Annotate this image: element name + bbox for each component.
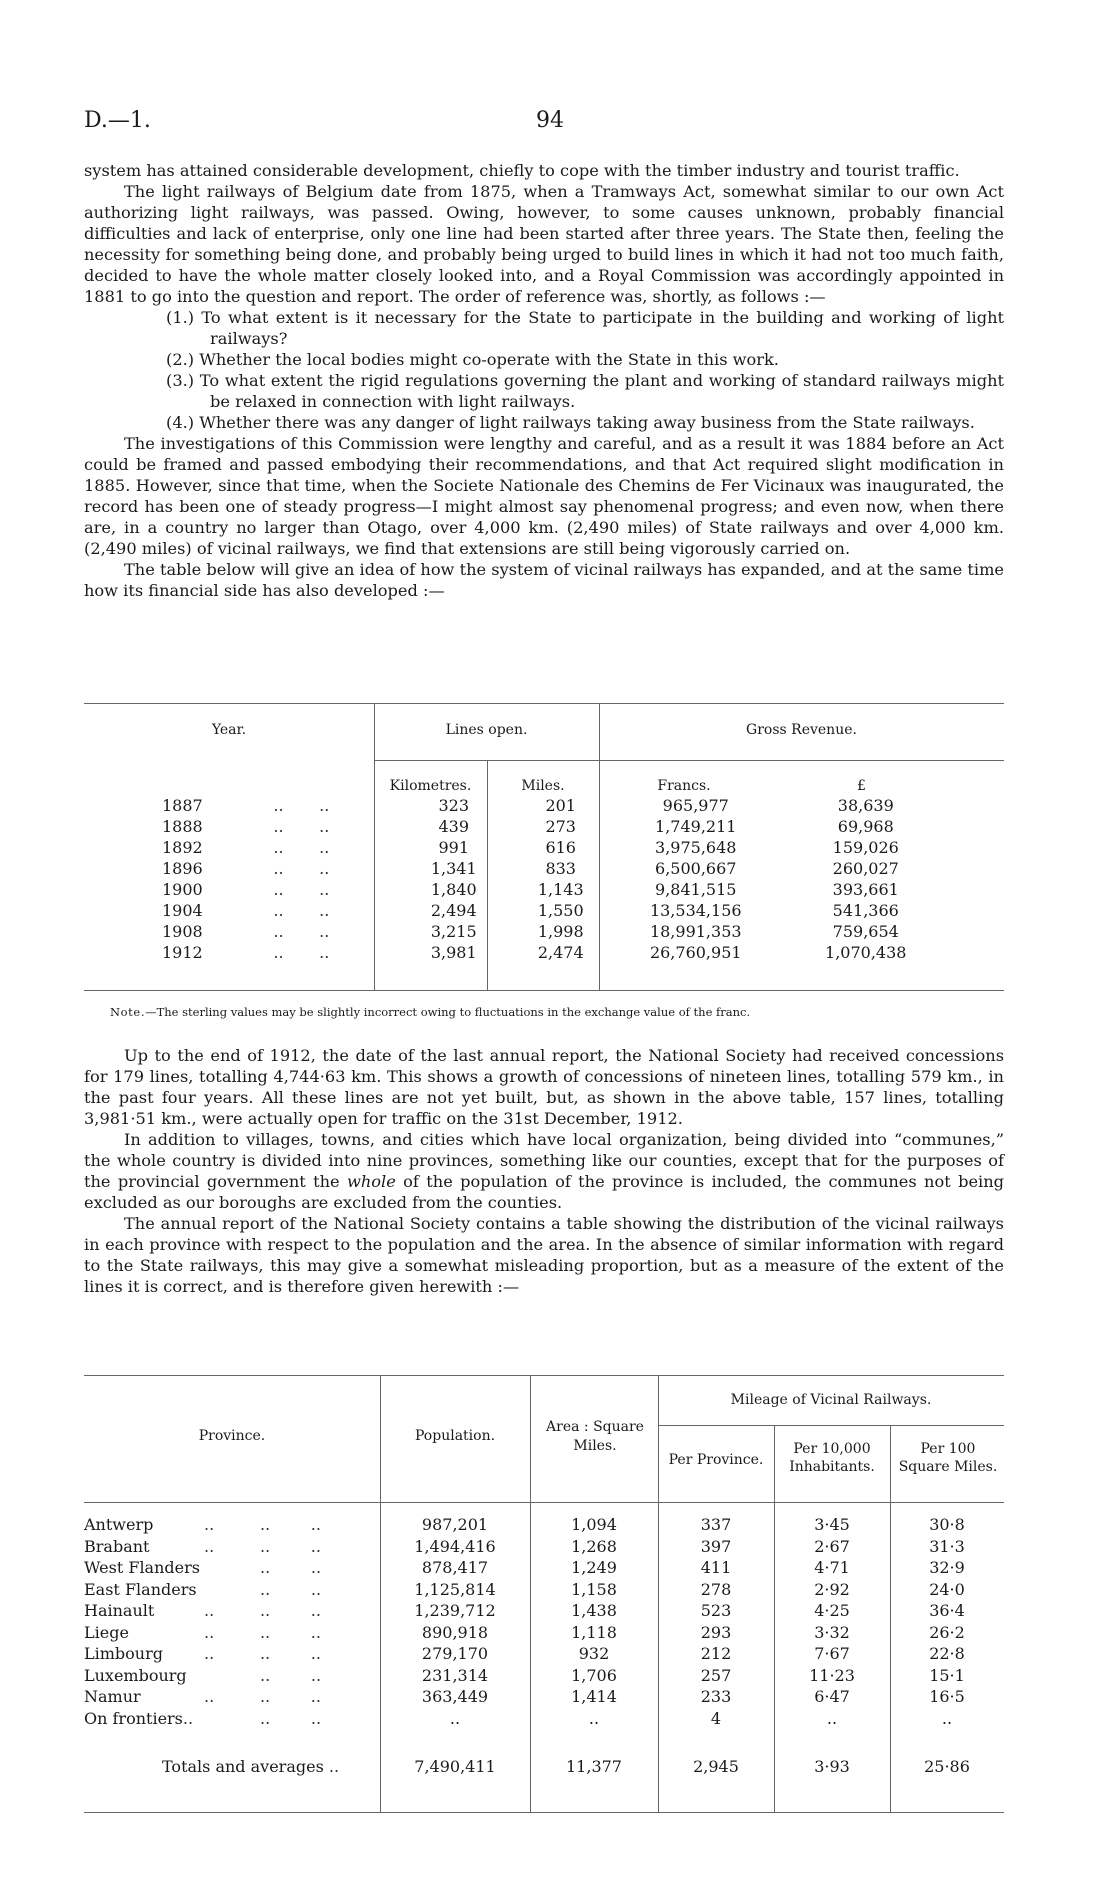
paragraph: The light railways of Belgium date from 1875, when a Tramways Act, somewhat similar to our own Act authorizing light railways, was passed. Owing, however, to some causes unknown, probably financial difficulties and lack of enterprise, only one line had been started after three years. The State then, feeling the necessity for something being done, and probably being urged to build lines in which it had not too much faith, decided to have the whole matter closely looked into, and a Royal Commission was accordingly appointed in 1881 to go into the question and report. The order of reference was, shortly, as follows :— xyxy=(84,182,1004,306)
francs-cell: 9,841,515 xyxy=(655,880,737,899)
header-per-100: Per 100 Square Miles. xyxy=(898,1441,998,1475)
per-10000-cell: 2·67 xyxy=(814,1536,850,1556)
table-row xyxy=(84,942,954,963)
area-cell: 932 xyxy=(578,1644,610,1664)
total-population: 7,490,411 xyxy=(414,1756,496,1776)
province-name: Luxembourg xyxy=(84,1665,187,1685)
per-10000-cell: 4·71 xyxy=(814,1558,850,1578)
table-row xyxy=(84,1579,1004,1601)
totals-label: Totals and averages xyxy=(162,1756,324,1776)
leader-dots: .. xyxy=(323,1756,340,1776)
area-cell: 1,158 xyxy=(571,1579,617,1599)
leader-dots: .. .. xyxy=(260,1665,322,1685)
province-cell xyxy=(84,1665,380,1687)
year-cell: 1908 xyxy=(162,922,203,941)
per-100-cell: 31·3 xyxy=(929,1536,965,1556)
leader-dots: .. .. xyxy=(273,922,330,941)
population-cell: 1,125,814 xyxy=(414,1579,496,1599)
province-data xyxy=(84,1514,1004,1777)
emphasis: whole xyxy=(347,1172,396,1191)
per-100-cell: .. xyxy=(941,1708,953,1728)
francs-cell: 26,760,951 xyxy=(649,943,742,962)
miles-cell: 273 xyxy=(545,817,576,836)
leader-dots: .. .. xyxy=(273,880,330,899)
header-population: Population. xyxy=(414,1428,496,1444)
per-10000-cell: 4·25 xyxy=(814,1601,850,1621)
table-row xyxy=(84,879,954,900)
header-area: Area : Square Miles. xyxy=(546,1419,644,1454)
paragraph-part: In addition to villages, towns, and cities which have local organization, being divided into “communes,” the whole country is divided into nine provinces, something like our counties, except that for the purposes of the provincial government the xyxy=(84,1130,1004,1191)
francs-cell: 18,991,353 xyxy=(649,922,742,941)
header-lines-open: Lines open. xyxy=(445,722,528,738)
population-cell: 890,918 xyxy=(421,1622,489,1642)
table-rule xyxy=(84,990,1004,991)
table-row xyxy=(84,1643,1004,1665)
totals-label-cell xyxy=(84,1755,380,1777)
francs-cell: 965,977 xyxy=(662,796,729,815)
leader-dots: .. .. .. xyxy=(204,1687,321,1707)
paragraph xyxy=(84,1129,1004,1213)
table-row xyxy=(84,837,954,858)
area-cell: 1,094 xyxy=(571,1515,617,1535)
francs-cell: 1,749,211 xyxy=(655,817,737,836)
per-province-cell: 293 xyxy=(700,1622,732,1642)
pounds-cell: 541,366 xyxy=(832,901,899,920)
table-row xyxy=(84,816,954,837)
document-reference: D.—1. xyxy=(84,108,151,133)
per-100-cell: 22·8 xyxy=(929,1644,965,1664)
area-cell: .. xyxy=(588,1708,600,1728)
header-kilometres: Kilometres. xyxy=(389,778,472,794)
reference-list xyxy=(84,307,1004,433)
per-10000-cell: 3·45 xyxy=(814,1515,850,1535)
revenue-data xyxy=(84,795,954,963)
population-cell: 279,170 xyxy=(421,1644,489,1664)
per-100-cell: 15·1 xyxy=(929,1665,965,1685)
km-cell: 2,494 xyxy=(430,901,477,920)
pounds-cell: 759,654 xyxy=(832,922,899,941)
page-header xyxy=(84,108,1024,142)
per-province-cell: 4 xyxy=(710,1708,722,1728)
total-per-100: 25·86 xyxy=(924,1756,970,1776)
leader-dots: .. .. .. xyxy=(204,1515,321,1535)
per-100-cell: 26·2 xyxy=(929,1622,965,1642)
note-text: —The sterling values may be slightly incorrect owing to fluctuations in the exchange value of the franc. xyxy=(145,1005,751,1019)
leader-dots: .. .. xyxy=(273,817,330,836)
header-miles: Miles. xyxy=(521,778,565,794)
page-number: 94 xyxy=(536,108,564,133)
table-row xyxy=(84,1536,1004,1558)
population-cell: 1,239,712 xyxy=(414,1601,496,1621)
province-cell xyxy=(84,1708,380,1730)
table-row xyxy=(84,1622,1004,1644)
table-note xyxy=(110,1005,1000,1019)
total-per-10000: 3·93 xyxy=(814,1756,850,1776)
header-pounds: £ xyxy=(857,778,866,794)
table-row xyxy=(84,900,954,921)
pounds-cell: 159,026 xyxy=(832,838,899,857)
per-100-cell: 24·0 xyxy=(929,1579,965,1599)
per-10000-cell: 7·67 xyxy=(814,1644,850,1664)
leader-dots: .. .. xyxy=(260,1558,322,1578)
header-gross-revenue: Gross Revenue. xyxy=(746,722,857,738)
paragraph: Up to the end of 1912, the date of the last annual report, the National Society had received concessions for 179 lines, totalling 4,744·63 km. This shows a growth of concessions of nineteen lines, totalling 579 km., in the past four years. All these lines are not yet built, but, as shown in the above table, 157 lines, totalling 3,981·51 km., were actually open for traffic on the 31st December, 1912. xyxy=(84,1046,1004,1128)
total-area: 11,377 xyxy=(566,1756,622,1776)
header-year: Year. xyxy=(211,722,247,738)
list-item: (2.) Whether the local bodies might co-operate with the State in this work. xyxy=(166,350,779,369)
province-cell: Liege xyxy=(84,1622,129,1642)
miles-cell: 616 xyxy=(545,838,576,857)
leader-dots: .. .. xyxy=(260,1579,322,1599)
miles-cell: 1,143 xyxy=(537,880,584,899)
table-row xyxy=(84,858,954,879)
pounds-cell: 38,639 xyxy=(837,796,894,815)
year-cell: 1912 xyxy=(162,943,203,962)
paragraph: The table below will give an idea of how the system of vicinal railways has expanded, and at the same time how its financial side has also developed :— xyxy=(84,560,1004,600)
per-100-cell: 30·8 xyxy=(929,1515,965,1535)
province-name: On frontiers xyxy=(84,1708,183,1728)
header-mileage: Mileage of Vicinal Railways. xyxy=(730,1392,932,1408)
paragraph: The investigations of this Commission were lengthy and careful, and as a result it was 1884 before an Act could be framed and passed embodying their recommendations, and that Act required slight modification in 1885. However, since that time, when the Societe Nationale des Chemins de Fer Vicinaux was inaugurated, the record has been one of steady progress—I might almost say phenomenal progress; and even now, when there are, in a country no larger than Otago, over 4,000 km. (2,490 miles) of State railways and over 4,000 km. (2,490 miles) of vicinal railways, we find that extensions are still being vigorously carried on. xyxy=(84,434,1004,558)
table-rule xyxy=(84,1812,1004,1813)
table-rule xyxy=(374,760,1004,761)
province-cell: Limbourg xyxy=(84,1644,163,1664)
km-cell: 3,215 xyxy=(430,922,477,941)
pounds-cell: 69,968 xyxy=(837,817,894,836)
per-province-cell: 411 xyxy=(700,1558,732,1578)
area-cell: 1,268 xyxy=(571,1536,617,1556)
miles-cell: 2,474 xyxy=(537,943,584,962)
km-cell: 3,981 xyxy=(430,943,477,962)
list-item: (4.) Whether there was any danger of light railways taking away business from the State railways. xyxy=(166,413,975,432)
leader-dots: .. xyxy=(182,1708,194,1728)
area-cell: 1,706 xyxy=(571,1665,617,1685)
leader-dots: .. .. xyxy=(260,1708,322,1728)
pounds-cell: 393,661 xyxy=(832,880,899,899)
header-province: Province. xyxy=(198,1428,266,1444)
area-cell: 1,249 xyxy=(571,1558,617,1578)
per-province-cell: 212 xyxy=(700,1644,732,1664)
per-100-cell: 32·9 xyxy=(929,1558,965,1578)
miles-cell: 201 xyxy=(545,796,576,815)
province-cell: Namur xyxy=(84,1687,141,1707)
population-cell: 1,494,416 xyxy=(414,1536,496,1556)
header-per-province: Per Province. xyxy=(668,1452,764,1468)
population-cell: 363,449 xyxy=(421,1687,489,1707)
miles-cell: 1,550 xyxy=(537,901,584,920)
table-rule xyxy=(84,1375,1004,1376)
body-section xyxy=(84,1045,1004,1297)
population-cell: 878,417 xyxy=(421,1558,489,1578)
leader-dots: .. .. .. xyxy=(204,1644,321,1664)
per-province-cell: 523 xyxy=(700,1601,732,1621)
per-10000-cell: 11·23 xyxy=(809,1665,855,1685)
leader-dots: .. .. .. xyxy=(204,1601,321,1621)
header-per-10000: Per 10,000 Inhabitants. xyxy=(789,1441,875,1475)
list-item: (3.) To what extent the rigid regulations governing the plant and working of standard railways might be relaxed in connection with light railways. xyxy=(166,371,1004,411)
province-cell: Antwerp xyxy=(84,1515,154,1535)
population-cell: .. xyxy=(449,1708,461,1728)
leader-dots: .. .. xyxy=(273,943,330,962)
table-row xyxy=(84,1708,1004,1730)
km-cell: 1,341 xyxy=(430,859,477,878)
miles-cell: 1,998 xyxy=(537,922,584,941)
pounds-cell: 1,070,438 xyxy=(825,943,907,962)
list-item: (1.) To what extent is it necessary for the State to participate in the building and working of light railways? xyxy=(166,308,1004,348)
province-cell: Hainault xyxy=(84,1601,155,1621)
per-10000-cell: 2·92 xyxy=(814,1579,850,1599)
area-cell: 1,438 xyxy=(571,1601,617,1621)
population-cell: 987,201 xyxy=(421,1515,489,1535)
leader-dots: .. .. xyxy=(273,901,330,920)
header-francs: Francs. xyxy=(657,778,711,794)
paragraph: The annual report of the National Society contains a table showing the distribution of the vicinal railways in each province with respect to the population and the area. In the absence of similar information with regard to the State railways, this may give a somewhat misleading proportion, but as a measure of the extent of the lines it is correct, and is therefore given herewith :— xyxy=(84,1214,1004,1296)
per-province-cell: 337 xyxy=(700,1515,732,1535)
table-row xyxy=(84,1665,1004,1687)
per-province-cell: 233 xyxy=(700,1687,732,1707)
km-cell: 323 xyxy=(438,796,469,815)
leader-dots: .. .. xyxy=(273,838,330,857)
per-10000-cell: .. xyxy=(826,1708,838,1728)
total-per-province: 2,945 xyxy=(693,1756,739,1776)
paragraph: system has attained considerable development, chiefly to cope with the timber industry and tourist traffic. xyxy=(84,161,960,180)
per-10000-cell: 3·32 xyxy=(814,1622,850,1642)
per-province-cell: 257 xyxy=(700,1665,732,1685)
population-cell: 231,314 xyxy=(421,1665,489,1685)
km-cell: 1,840 xyxy=(430,880,477,899)
per-province-cell: 397 xyxy=(700,1536,732,1556)
table-row xyxy=(84,1600,1004,1622)
miles-cell: 833 xyxy=(545,859,576,878)
table-row xyxy=(84,795,954,816)
area-cell: 1,118 xyxy=(571,1622,617,1642)
pounds-cell: 260,027 xyxy=(832,859,899,878)
table-rule xyxy=(84,1502,1004,1503)
spacer-row xyxy=(84,1729,1004,1755)
note-label: Note. xyxy=(110,1005,146,1019)
francs-cell: 6,500,667 xyxy=(655,859,737,878)
year-cell: 1904 xyxy=(162,901,203,920)
per-province-cell: 278 xyxy=(700,1579,732,1599)
year-cell: 1900 xyxy=(162,880,203,899)
year-cell: 1887 xyxy=(162,796,203,815)
year-cell: 1896 xyxy=(162,859,203,878)
area-cell: 1,414 xyxy=(571,1687,617,1707)
paragraph-part: of the population of the province is included, the communes not being excluded as our boroughs are excluded from the counties. xyxy=(84,1172,1005,1212)
leader-dots: .. .. .. xyxy=(204,1536,321,1556)
intro-section xyxy=(84,160,1004,601)
province-name: East Flanders xyxy=(84,1579,197,1599)
totals-row xyxy=(84,1755,1004,1777)
leader-dots: .. .. xyxy=(273,859,330,878)
table-row xyxy=(84,1557,1004,1579)
province-name: West Flanders xyxy=(84,1558,200,1578)
per-100-cell: 16·5 xyxy=(929,1687,965,1707)
leader-dots: .. .. .. xyxy=(204,1622,321,1642)
km-cell: 991 xyxy=(438,838,469,857)
km-cell: 439 xyxy=(438,817,469,836)
year-cell: 1888 xyxy=(162,817,203,836)
leader-dots: .. .. xyxy=(273,796,330,815)
province-cell xyxy=(84,1557,380,1579)
table-rule xyxy=(658,1425,1004,1426)
year-cell: 1892 xyxy=(162,838,203,857)
francs-cell: 13,534,156 xyxy=(649,901,742,920)
table-row xyxy=(84,921,954,942)
table-row xyxy=(84,1686,1004,1708)
province-cell: Brabant xyxy=(84,1536,150,1556)
per-10000-cell: 6·47 xyxy=(814,1687,850,1707)
francs-cell: 3,975,648 xyxy=(655,838,737,857)
per-100-cell: 36·4 xyxy=(929,1601,965,1621)
province-cell xyxy=(84,1579,380,1601)
table-row xyxy=(84,1514,1004,1536)
table-rule xyxy=(84,703,1004,704)
